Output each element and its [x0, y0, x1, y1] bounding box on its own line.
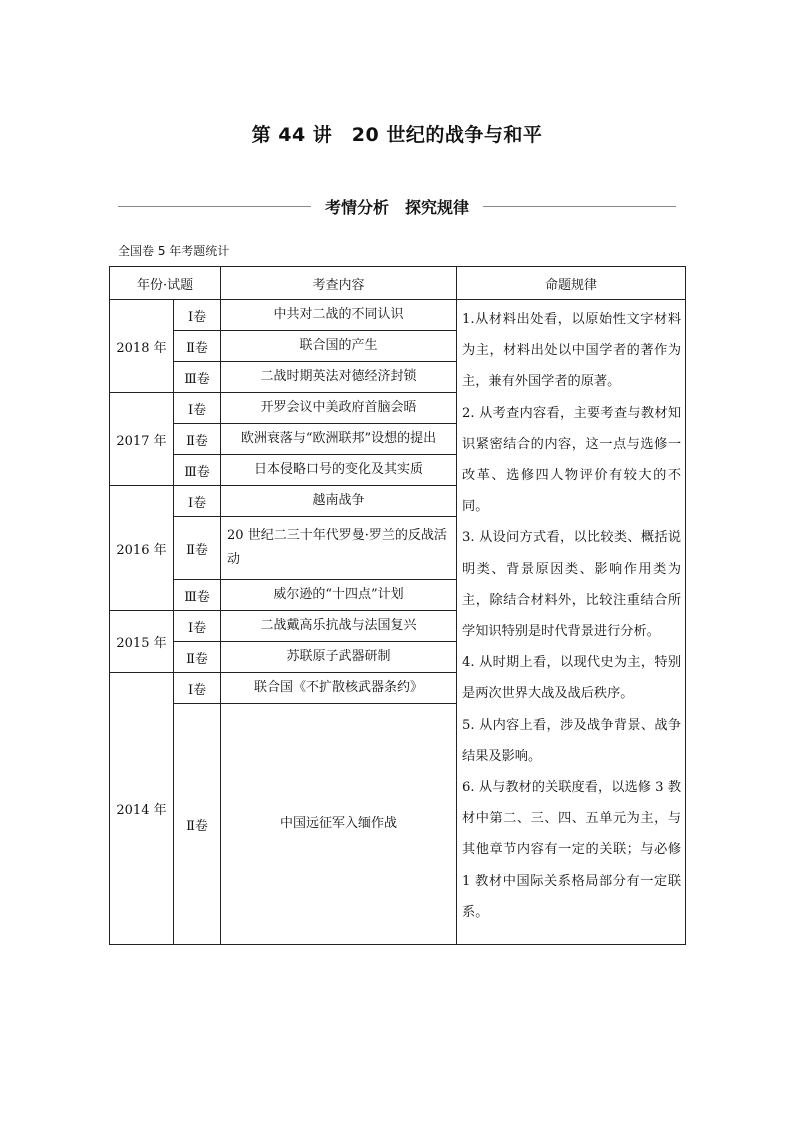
year-cell: 2018 年 [110, 300, 174, 393]
volume-cell: Ⅱ卷 [174, 642, 221, 673]
header-content: 考查内容 [221, 267, 457, 300]
volume-cell: Ⅰ卷 [174, 393, 221, 424]
content-cell: 欧洲衰落与“欧洲联邦”设想的提出 [221, 424, 457, 455]
rule-item: 3. 从设问方式看，以比较类、概括说明类、背景原因类、影响作用类为主，除结合材料外，比较注重结合所学知识特别是时代背景进行分析。 [462, 530, 682, 640]
rule-item: 6. 从与教材的关联度看，以选修 3 教材中第二、三、四、五单元为主，与其他章节内容有一定的关联；与必修 1 教材中国际关系格局部分有一定联系。 [462, 780, 682, 920]
rule-item: 5. 从内容上看，涉及战争背景、战争结果及影响。 [462, 717, 682, 764]
content-cell: 越南战争 [221, 486, 457, 517]
volume-cell: Ⅰ卷 [174, 611, 221, 642]
exam-statistics-table [109, 266, 686, 945]
volume-cell: Ⅰ卷 [174, 673, 221, 704]
section-heading [118, 195, 676, 217]
rule-item: 4. 从时期上看，以现代史为主，特别是两次世界大战及战后秩序。 [462, 655, 682, 702]
volume-cell: Ⅰ卷 [174, 486, 221, 517]
rule-item: 2. 从考查内容看，主要考查与教材知识紧密结合的内容，这一点与选修一改革、选修四人物评价有较大的不同。 [462, 405, 682, 515]
content-cell: 二战时期英法对德经济封锁 [221, 362, 457, 393]
year-cell: 2015 年 [110, 611, 174, 673]
content-cell: 联合国的产生 [221, 331, 457, 362]
content-cell: 开罗会议中美政府首脑会晤 [221, 393, 457, 424]
volume-cell: Ⅱ卷 [174, 424, 221, 455]
header-year-exam: 年份·试题 [110, 267, 221, 300]
divider-left [118, 206, 311, 207]
table-caption: 全国卷 5 年考题统计 [118, 244, 230, 258]
section-heading-label: 考情分析 探究规律 [325, 197, 470, 217]
divider-right [483, 206, 676, 207]
volume-cell: Ⅱ卷 [174, 704, 221, 945]
volume-cell: Ⅲ卷 [174, 455, 221, 486]
table-header-row [110, 267, 686, 300]
volume-cell: Ⅲ卷 [174, 580, 221, 611]
content-cell: 苏联原子武器研制 [221, 642, 457, 673]
content-cell: 20 世纪二三十年代罗曼·罗兰的反战活动 [221, 517, 457, 580]
year-cell: 2014 年 [110, 673, 174, 945]
header-rules: 命题规律 [457, 267, 686, 300]
volume-cell: Ⅲ卷 [174, 362, 221, 393]
year-cell: 2017 年 [110, 393, 174, 486]
table-row [110, 300, 686, 331]
page-title: 第 44 讲 20 世纪的战争与和平 [251, 124, 543, 146]
content-cell: 日本侵略口号的变化及其实质 [221, 455, 457, 486]
rules-cell [457, 300, 686, 945]
content-cell: 中共对二战的不同认识 [221, 300, 457, 331]
content-cell: 威尔逊的“十四点”计划 [221, 580, 457, 611]
content-cell: 二战戴高乐抗战与法国复兴 [221, 611, 457, 642]
year-cell: 2016 年 [110, 486, 174, 611]
volume-cell: Ⅰ卷 [174, 300, 221, 331]
volume-cell: Ⅱ卷 [174, 517, 221, 580]
volume-cell: Ⅱ卷 [174, 331, 221, 362]
content-cell: 中国远征军入缅作战 [221, 704, 457, 945]
rule-item: 1.从材料出处看，以原始性文字材料为主，材料出处以中国学者的著作为主，兼有外国学者的原著。 [462, 312, 682, 390]
content-cell: 联合国《不扩散核武器条约》 [221, 673, 457, 704]
